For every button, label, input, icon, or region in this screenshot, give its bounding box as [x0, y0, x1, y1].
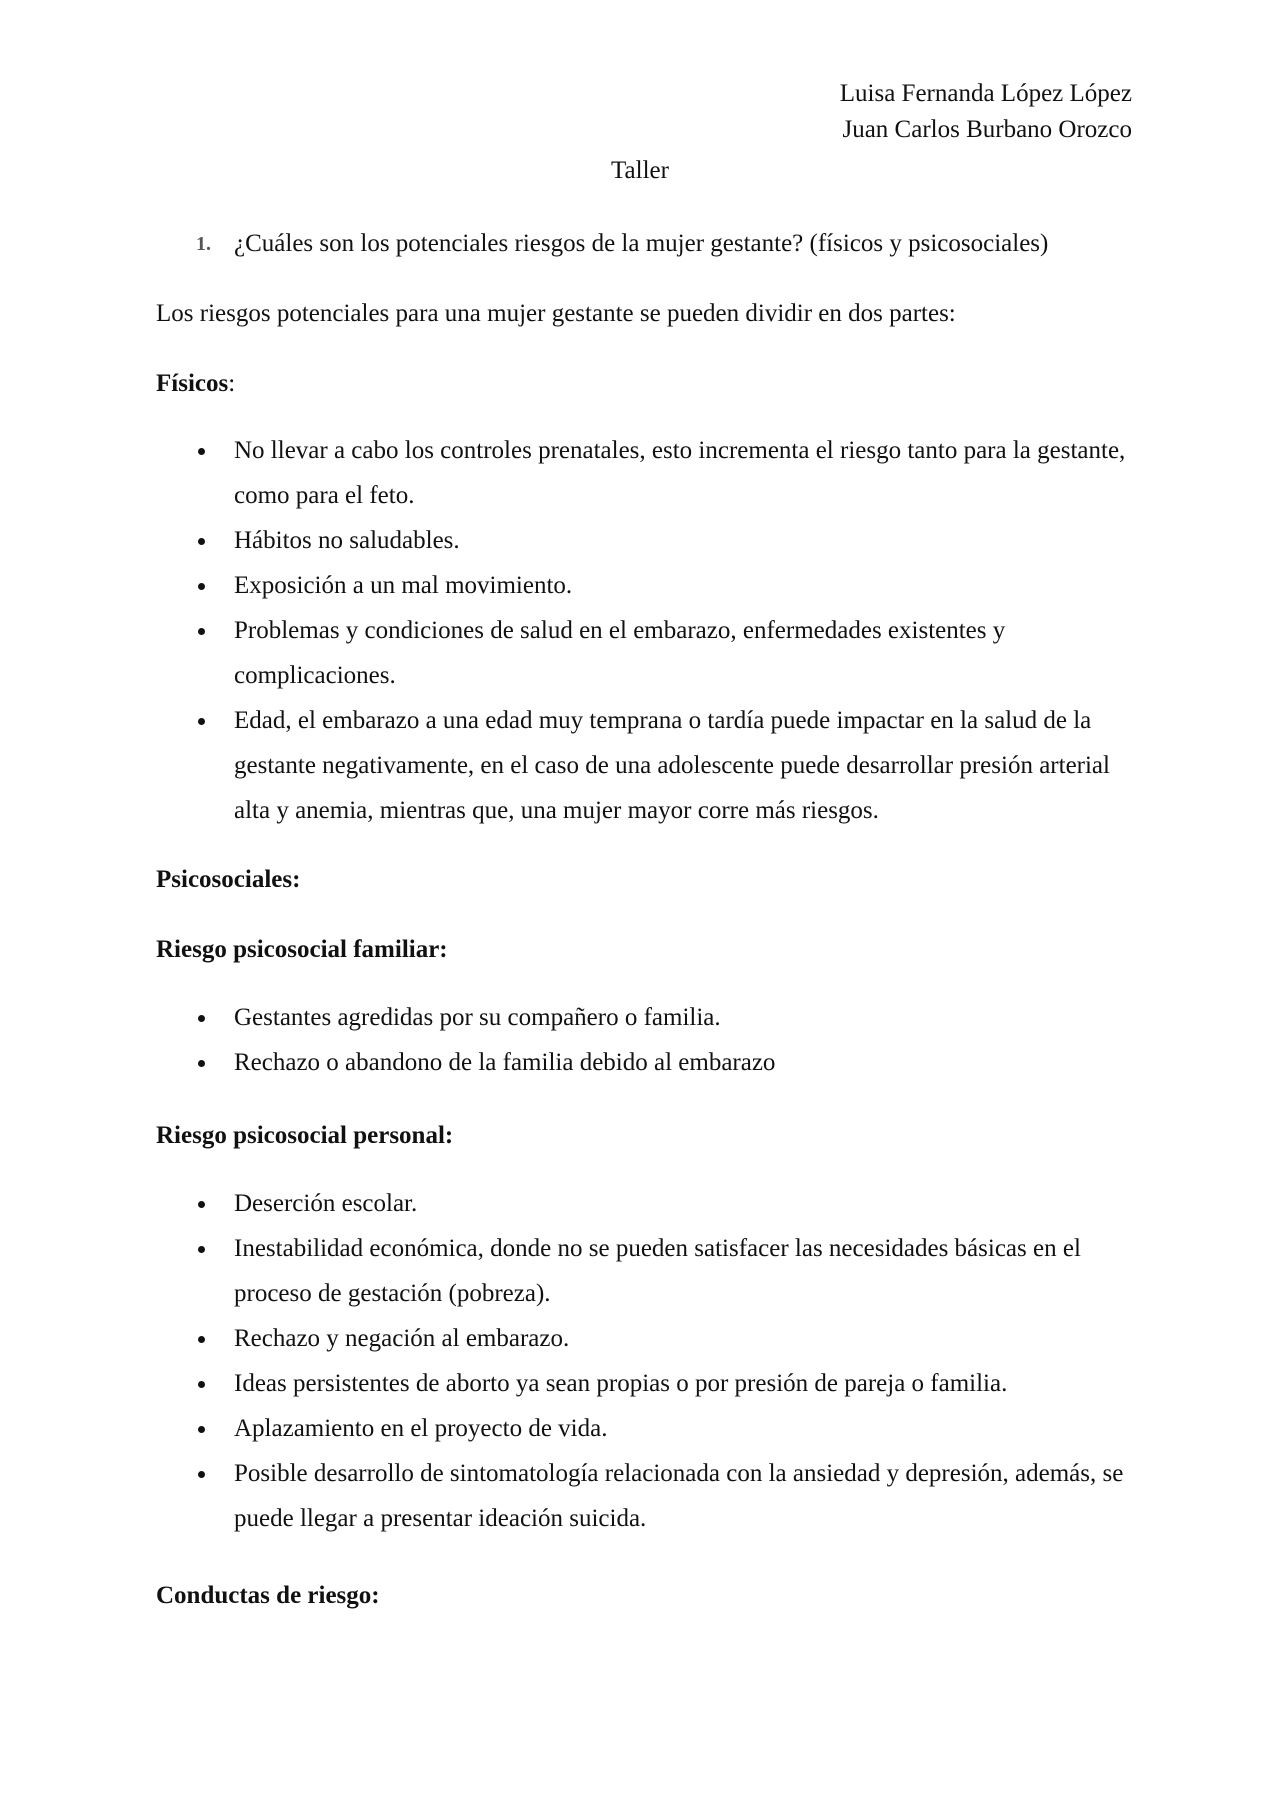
bullet-icon — [198, 583, 205, 590]
author-name: Juan Carlos Burbano Orozco — [842, 116, 1132, 143]
list-item-text: Posible desarrollo de sintomatología relacionada con la ansiedad y depresión, además, se puede llegar a presentar ideación suicida. — [234, 1460, 1124, 1532]
list-item — [156, 518, 1136, 563]
intro-paragraph: Los riesgos potenciales para una mujer gestante se pueden dividir en dos partes: — [156, 300, 956, 327]
author-block — [840, 76, 1132, 148]
list-item-text: Rechazo o abandono de la familia debido al embarazo — [234, 1049, 776, 1076]
section-heading-familiar: Riesgo psicosocial familiar: — [156, 936, 448, 963]
list-item — [156, 1040, 1136, 1085]
list-item — [156, 608, 1136, 698]
list-item — [156, 1451, 1136, 1541]
personal-list — [156, 1181, 1136, 1541]
bullet-icon — [198, 448, 205, 455]
list-item-text: Inestabilidad económica, donde no se pueden satisfacer las necesidades básicas en el proceso de gestación (pobreza). — [234, 1235, 1081, 1307]
familiar-list — [156, 995, 1136, 1085]
list-item — [156, 1406, 1136, 1451]
list-item — [156, 1361, 1136, 1406]
list-item-text: Deserción escolar. — [234, 1190, 418, 1217]
section-heading-personal: Riesgo psicosocial personal: — [156, 1122, 454, 1149]
list-item-text: Gestantes agredidas por su compañero o familia. — [234, 1004, 721, 1031]
heading-text: Físicos — [156, 370, 229, 397]
bullet-icon — [198, 1381, 205, 1388]
fisicos-list — [156, 428, 1136, 833]
bullet-icon — [198, 1471, 205, 1478]
author-name: Luisa Fernanda López López — [839, 80, 1132, 107]
list-item-text: Exposición a un mal movimiento. — [234, 572, 573, 599]
list-item-text: Ideas persistentes de aborto ya sean propias o por presión de pareja o familia. — [234, 1370, 1008, 1397]
bullet-icon — [198, 1060, 205, 1067]
list-item — [156, 1316, 1136, 1361]
bullet-icon — [198, 1015, 205, 1022]
bullet-icon — [198, 718, 205, 725]
list-item-text: Edad, el embarazo a una edad muy temprana o tardía puede impactar en la salud de la gestante negativamente, en el caso de una adolescente puede desarrollar presión arterial alta y anemia, mientras que, una mujer mayor corre más riesgos. — [234, 707, 1110, 824]
bullet-icon — [198, 538, 205, 545]
list-item-text: Hábitos no saludables. — [234, 527, 460, 554]
list-item-text: Aplazamiento en el proyecto de vida. — [234, 1415, 608, 1442]
bullet-icon — [198, 1246, 205, 1253]
list-item — [156, 563, 1136, 608]
list-item — [156, 428, 1136, 518]
list-item-text: Rechazo y negación al embarazo. — [234, 1325, 570, 1352]
question-text: ¿Cuáles son los potenciales riesgos de la mujer gestante? (físicos y psicosociales) — [234, 230, 1049, 257]
section-heading-psicosociales: Psicosociales: — [156, 866, 301, 893]
list-item — [156, 698, 1136, 833]
section-heading-conductas: Conductas de riesgo: — [156, 1582, 380, 1609]
list-item — [156, 1226, 1136, 1316]
bullet-icon — [198, 1426, 205, 1433]
question-number: 1. — [196, 233, 211, 255]
heading-suffix: : — [228, 370, 236, 397]
bullet-icon — [198, 1336, 205, 1343]
list-item-text: No llevar a cabo los controles prenatales, esto incrementa el riesgo tanto para la gestante, como para el feto. — [234, 437, 1126, 509]
section-heading-fisicos — [156, 366, 235, 402]
list-item — [156, 995, 1136, 1040]
bullet-icon — [198, 628, 205, 635]
document-title: Taller — [611, 157, 669, 184]
bullet-icon — [198, 1201, 205, 1208]
list-item — [156, 1181, 1136, 1226]
list-item-text: Problemas y condiciones de salud en el embarazo, enfermedades existentes y complicaciones. — [234, 617, 1006, 689]
